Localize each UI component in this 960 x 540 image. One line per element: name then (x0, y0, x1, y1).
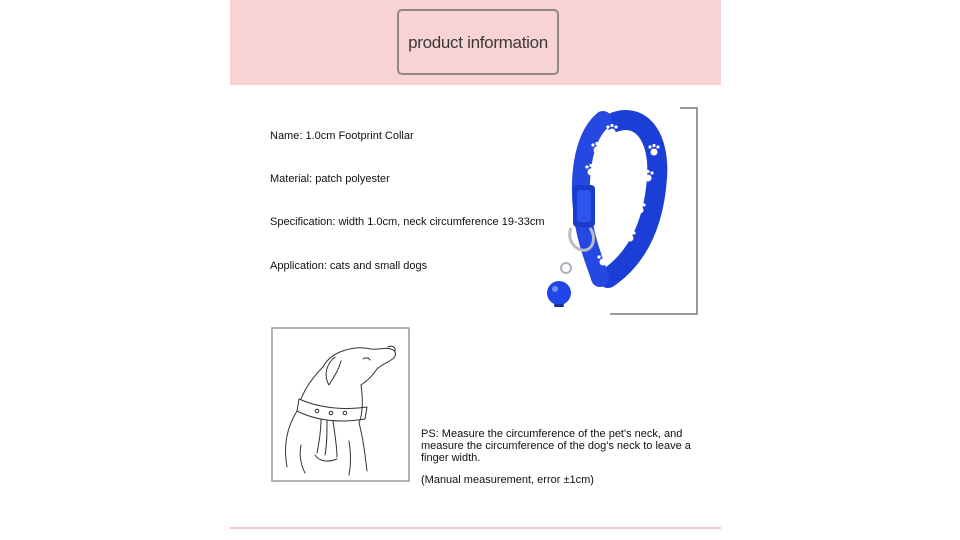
spec-application: Application: cats and small dogs (270, 260, 428, 272)
spec-name: Name: 1.0cm Footprint Collar (270, 130, 414, 142)
measure-instruction: PS: Measure the circumference of the pet's neck, and measure the circumference of the dog's neck to leave a finger width. (421, 428, 691, 464)
bell (547, 281, 571, 305)
collar-image (520, 100, 710, 320)
collar-strap-back (608, 120, 657, 278)
illustration-frame (272, 328, 409, 481)
page-title: product information (408, 33, 548, 52)
bottom-divider (230, 527, 721, 529)
title-frame (397, 9, 559, 75)
spec-material: Material: patch polyester (270, 173, 390, 185)
spec-specification: Specification: width 1.0cm, neck circumference 19-33cm (270, 216, 545, 228)
header-banner (230, 0, 721, 85)
measure-note: (Manual measurement, error ±1cm) (421, 474, 594, 486)
dog-illustration (271, 327, 411, 483)
